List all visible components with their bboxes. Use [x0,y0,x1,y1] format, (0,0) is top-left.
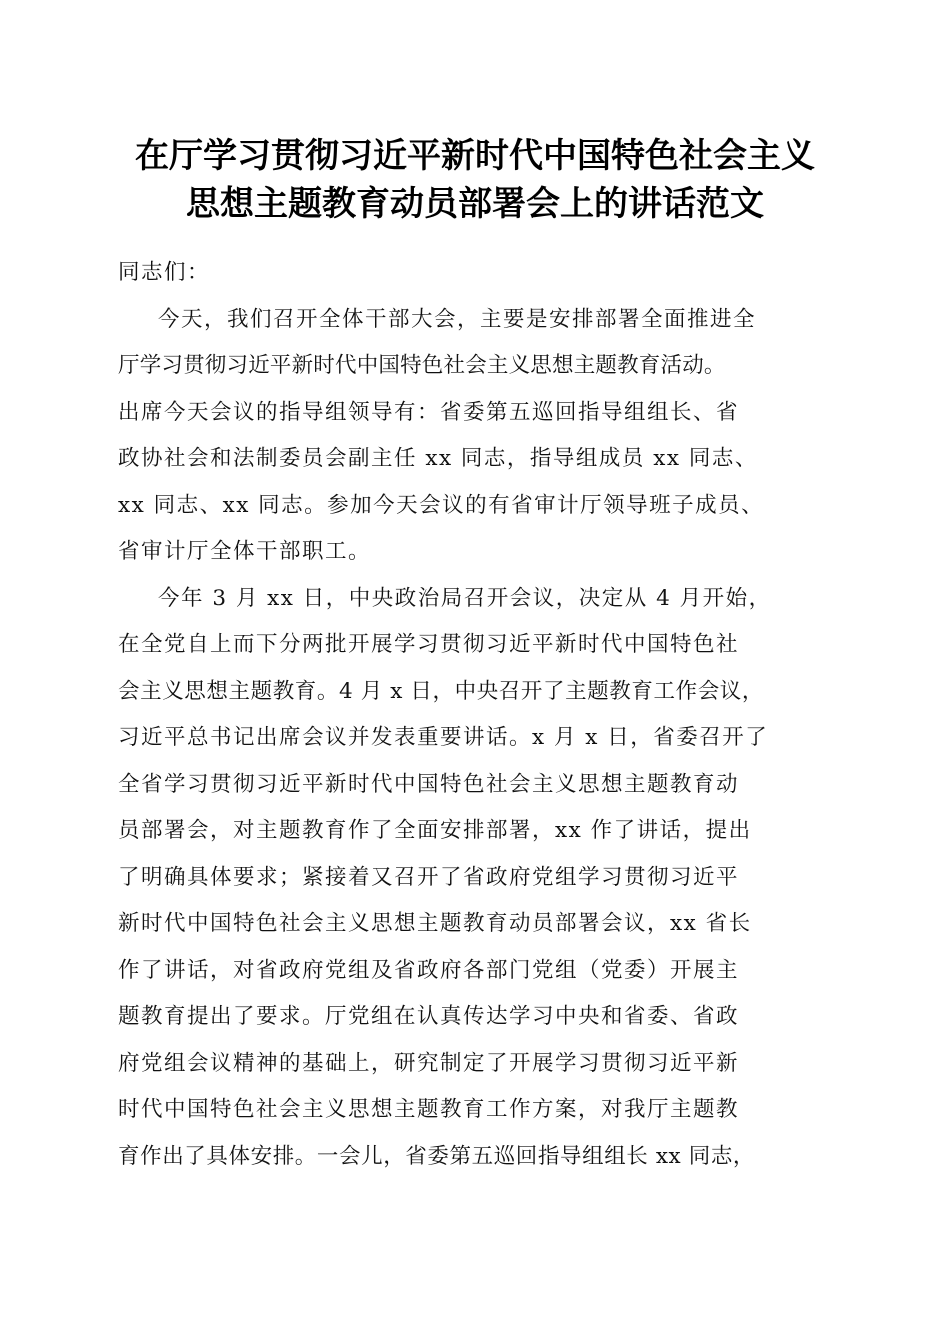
paragraph-line: 府党组会议精神的基础上，研究制定了开展学习贯彻习近平新 [118,1050,740,1076]
paragraph-line: 育作出了具体安排。一会儿，省委第五巡回指导组组长 xx 同志， [118,1143,756,1169]
paragraph-line: 出席今天会议的指导组领导有：省委第五巡回指导组组长、省 [118,399,740,425]
paragraph-line: 厅学习贯彻习近平新时代中国特色社会主义思想主题教育活动。 [118,353,726,378]
paragraph-line: 全省学习贯彻习近平新时代中国特色社会主义思想主题教育动 [118,771,740,797]
paragraph-line: 省审计厅全体干部职工。 [118,539,372,564]
title-line-1: 在厅学习贯彻习近平新时代中国特色社会主义 [135,136,815,176]
document-title [100,132,850,228]
title-line-2: 思想主题教育动员部署会上的讲话范文 [186,184,764,224]
paragraph-line: 今年 3 月 xx 日，中央政治局召开会议，决定从 4 月开始， [158,585,772,611]
salutation: 同志们： [118,260,211,285]
paragraph-line: 了明确具体要求；紧接着又召开了省政府党组学习贯彻习近平 [118,864,740,890]
paragraph-1 [118,297,834,576]
paragraph-line: 员部署会，对主题教育作了全面安排部署，xx 作了讲话，提出 [118,818,752,843]
paragraph-line: 时代中国特色社会主义思想主题教育工作方案，对我厅主题教 [118,1097,740,1122]
paragraph-line: 习近平总书记出席会议并发表重要讲话。x 月 x 日，省委召开了 [118,725,769,750]
document-body [118,250,834,1180]
paragraph-line: 政协社会和法制委员会副主任 xx 同志，指导组成员 xx 同志、 [118,446,758,471]
paragraph-line: 今天，我们召开全体干部大会，主要是安排部署全面推进全 [158,306,757,332]
paragraph-line: 在全党自上而下分两批开展学习贯彻习近平新时代中国特色社 [118,632,740,657]
paragraph-line: xx 同志、xx 同志。参加今天会议的有省审计厅领导班子成员、 [118,492,765,518]
paragraph-line: 会主义思想主题教育。4 月 x 日，中央召开了主题教育工作会议， [118,678,765,704]
paragraph-line: 作了讲话，对省政府党组及省政府各部门党组（党委）开展主 [118,957,740,983]
paragraph-2 [118,576,834,1181]
paragraph-line: 题教育提出了要求。厅党组在认真传达学习中央和省委、省政 [118,1004,740,1029]
paragraph-line: 新时代中国特色社会主义思想主题教育动员部署会议，xx 省长 [118,911,752,936]
